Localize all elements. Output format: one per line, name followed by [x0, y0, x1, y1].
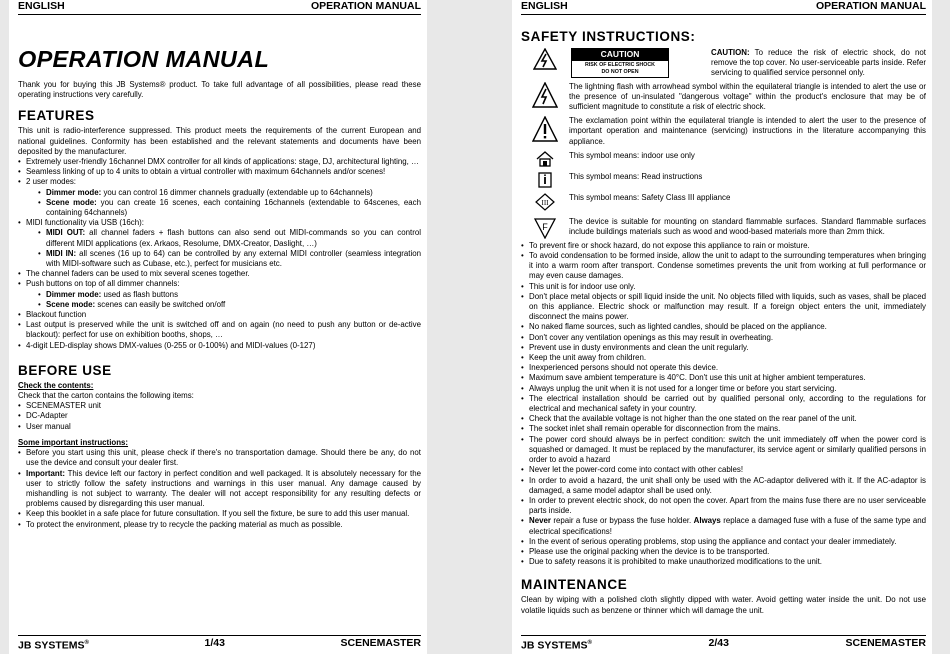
symbol-row — [521, 193, 926, 211]
registered-mark: ® — [587, 640, 592, 646]
header-title: OPERATION MANUAL — [310, 0, 421, 12]
read-instructions-icon — [521, 172, 569, 188]
class-iii-label: III — [541, 198, 549, 207]
term-desc: all scenes (16 up to 64) can be controlled by any external MIDI controller (seamless integration with MIDI-software such as Cubase, etc.), perfect for musicians etc. — [46, 248, 422, 269]
list-item: • Keep the unit away from children. — [529, 353, 926, 363]
list-item — [46, 228, 421, 248]
page-body — [18, 20, 421, 530]
list-item: • In order to avoid a hazard, the unit shall only be used with the AC-adaptor delivered with it. If the AC-adaptor is damaged, a same model adaptor shall be used only. — [529, 476, 926, 496]
caution-label — [571, 48, 669, 78]
list-item — [26, 177, 421, 218]
header-title: OPERATION MANUAL — [815, 0, 926, 12]
term-desc: This device left our factory in perfect condition and well packaged. It is absolutely necessary for the user to strictly follow the safety instructions and warnings in this user manual. Any damage caused by mishandling is not subject to warranty. The dealer will not accept responsibility for any resulting defects or problems caused by disregarding this user manual. — [26, 468, 421, 509]
lightning-triangle-icon — [521, 82, 569, 108]
list-item: • No naked flame sources, such as lighted candles, should be placed on the appliance. — [529, 322, 926, 332]
list-item: • Inexperienced persons should not operate this device. — [529, 363, 926, 373]
page-2 — [512, 0, 932, 654]
flammable-surface-icon — [521, 217, 569, 239]
manual-title: OPERATION MANUAL — [18, 46, 270, 72]
page-body — [521, 24, 926, 616]
term-desc: used as flash buttons — [101, 289, 179, 299]
symbol-row — [521, 217, 926, 239]
symbol-row — [521, 116, 926, 147]
list-item: • Check that the available voltage is not higher than the one stated on the rear panel of the unit. — [529, 414, 926, 424]
page-header — [18, 0, 421, 15]
list-item: • Never let the power-cord come into contact with other cables! — [529, 465, 926, 475]
caution-text — [711, 48, 926, 79]
registered-mark: ® — [84, 640, 89, 646]
term: Scene mode: — [46, 299, 96, 309]
footer-product: SCENEMASTER — [845, 637, 926, 649]
term: Always — [693, 516, 721, 526]
page-number: 2/43 — [708, 637, 729, 649]
list-item: • To protect the environment, please try to recycle the packing material as much as possible. — [26, 520, 421, 530]
list-item: • Seamless linking of up to 4 units to obtain a virtual controller with maximum 64channels and/or scenes! — [26, 167, 421, 177]
list-item-text: 2 user modes: — [26, 177, 76, 187]
list-item: • The channel faders can be used to mix several scenes together. — [26, 269, 421, 279]
list-item: • In order to prevent electric shock, do not open the cover. Apart from the mains fuse there are no user serviceable parts inside. — [529, 496, 926, 516]
term: MIDI IN: — [46, 248, 77, 258]
symbol-text: This symbol means: indoor use only — [569, 150, 695, 160]
caution-sub-line: DO NOT OPEN — [601, 69, 639, 76]
term-desc: repair a fuse or bypass the fuse holder. — [550, 516, 694, 526]
symbol-row — [521, 172, 926, 188]
maintenance-text: Clean by wiping with a polished cloth slightly dipped with water. Avoid getting water inside the unit. Do not use volatile liquids such as benzene or thinner which will damage the unit. — [521, 595, 926, 615]
list-item: • Extremely user-friendly 16channel DMX controller for all kinds of applications: stage, DJ, architectural lighting, … — [26, 157, 421, 167]
list-item: • The socket inlet shall remain operable for disconnection from the mains. — [529, 424, 926, 434]
list-item: • SCENEMASTER unit — [26, 401, 421, 411]
term: Dimmer mode: — [46, 187, 102, 197]
page-header — [521, 0, 926, 15]
symbol-row — [521, 151, 926, 167]
list-item: • DC-Adapter — [26, 411, 421, 421]
footer-brand — [18, 636, 89, 650]
list-item: • 4-digit LED-display shows DMX-values (0-255 or 0-100%) and MIDI-values (0-127) — [26, 341, 421, 351]
term-desc: replace a damaged fuse with a fuse of the same type and electrical specifications! — [529, 516, 926, 536]
page-number: 1/43 — [204, 637, 225, 649]
header-language: ENGLISH — [18, 0, 65, 12]
caution-sub-line: RISK OF ELECTRIC SHOCK — [584, 62, 656, 69]
term-desc: you can create 16 scenes, each containing 16channels (extendable to 64scenes, each containing 64channels) — [46, 197, 421, 218]
instructions-list — [18, 448, 421, 530]
f-label: F — [542, 221, 548, 232]
check-intro: Check that the carton contains the following items: — [18, 391, 194, 401]
term: Never — [529, 516, 551, 526]
sub-list — [26, 188, 421, 219]
term: Important: — [26, 468, 66, 478]
caution-row — [521, 48, 926, 79]
caution-subtext — [571, 60, 669, 78]
before-use-heading: BEFORE USE — [18, 362, 112, 378]
symbol-row — [521, 82, 926, 113]
page-footer — [18, 635, 421, 650]
list-item — [46, 290, 421, 300]
list-item — [26, 279, 421, 310]
list-item — [46, 198, 421, 218]
features-intro: This unit is radio-interference suppressed. This product meets the requirements of the current European and national guidelines. Conformity has been established and the relevant statements and documents have been deposited by the manufacturer. — [18, 126, 421, 156]
list-item-text: Push buttons on top of all dimmer channels: — [26, 279, 180, 289]
list-item: • In the event of serious operating problems, stop using the appliance and contact your dealer immediately. — [529, 537, 926, 547]
term-desc: you can control 16 dimmer channels gradually (extendable up to 64channels) — [101, 187, 373, 197]
brand-name: JB SYSTEMS — [18, 639, 85, 652]
list-item: • Don't place metal objects or spill liquid inside the unit. No objects filled with liquids, such as vases, shall be placed on this appliance. Electric shock or malfunction may result. If a foreign object enters the unit, immediately disconnect the mains power. — [529, 292, 926, 323]
symbol-text: The device is suitable for mounting on standard flammable surfaces. Standard flammable surfaces include buildings materials such as wood and wood-based materials more than 2mm thick. — [569, 216, 926, 237]
brand-name: JB SYSTEMS — [521, 639, 588, 652]
important-instructions-heading: Some important instructions: — [18, 437, 129, 447]
caution-title: CAUTION — [571, 48, 669, 60]
list-item: • This unit is for indoor use only. — [529, 282, 926, 292]
symbol-text: The lightning flash with arrowhead symbol within the equilateral triangle is intended to alert the use or the presence of un-insulated "dangerous voltage" within the product's enclosure that may be of sufficient magnitude to constitute a risk of electric shock. — [569, 81, 926, 112]
sub-list — [26, 228, 421, 269]
list-item-text: MIDI functionality via USB (16ch): — [26, 218, 144, 228]
term-desc: To reduce the risk of electric shock, do not remove the top cover. No user-serviceable parts inside. Refer servicing to qualified service personnel only. — [711, 48, 926, 78]
list-item: • Maximum save ambient temperature is 40°C. Don't use this unit at higher ambient temperatures. — [529, 373, 926, 383]
term: CAUTION: — [711, 48, 750, 57]
safety-heading: SAFETY INSTRUCTIONS: — [521, 29, 696, 44]
term: MIDI OUT: — [46, 228, 86, 238]
term: Dimmer mode: — [46, 289, 102, 299]
list-item — [46, 188, 421, 198]
list-item: • Please use the original packing when the device is to be transported. — [529, 547, 926, 557]
term-desc: all channel faders + flash buttons can also send out MIDI-commands so you can control different MIDI applications (ex. Arkaos, Resolume, DMX-Creator, Daslight, …) — [46, 228, 421, 248]
class-iii-icon — [521, 193, 569, 211]
symbol-text: This symbol means: Read instructions — [569, 171, 703, 181]
list-item: • Keep this booklet in a safe place for future consultation. If you sell the fixture, be sure to add this user manual. — [26, 509, 421, 519]
sub-list — [26, 290, 421, 310]
list-item: • The electrical installation should be carried out by qualified personal only, according to the regulations for electrical and mechanical safety in your country. — [529, 394, 926, 414]
footer-brand — [521, 636, 592, 650]
list-item: • User manual — [26, 422, 421, 432]
list-item: • Before you start using this unit, please check if there's no transportation damage. Should there be any, do not use the device and consult your dealer first. — [26, 448, 421, 468]
list-item: • Blackout function — [26, 310, 421, 320]
maintenance-heading: MAINTENANCE — [521, 577, 628, 593]
footer-product: SCENEMASTER — [340, 637, 421, 649]
list-item: • Prevent use in dusty environments and clean the unit regularly. — [529, 343, 926, 353]
header-language: ENGLISH — [521, 0, 568, 12]
intro-text: Thank you for buying this JB Systems® product. To take full advantage of all possibilities, please read these operating instructions very carefully. — [18, 80, 421, 100]
list-item: • To avoid condensation to be formed inside, allow the unit to adapt to the surrounding temperatures when bringing it into a warm room after transport. Condense sometimes prevents the unit from working at full performance or may even cause damages. — [529, 251, 926, 282]
features-heading: FEATURES — [18, 108, 95, 124]
list-item: • Due to safety reasons it is prohibited to make unauthorized modifications to the unit. — [529, 557, 926, 567]
list-item — [26, 218, 421, 269]
lightning-triangle-icon — [521, 48, 569, 70]
list-item — [26, 469, 421, 510]
list-item: • Last output is preserved while the unit is switched off and on again (no need to push any button or de-active blackout): perfect for use on exhibition booths, shops, … — [26, 320, 421, 340]
term: Scene mode: — [46, 197, 97, 207]
symbol-text: This symbol means: Safety Class III appliance — [569, 192, 731, 202]
list-item: • The power cord should always be in perfect condition: switch the unit immediately off when the power cord is squashed or damaged. It must be replaced by the manufacturer, its service agent or similarly qualified persons in order to avoid a hazard — [529, 435, 926, 466]
features-list — [18, 157, 421, 351]
symbol-text: The exclamation point within the equilateral triangle is intended to alert the user to the presence of important operation and maintenance (servicing) instructions in the literature accompanying this appliance. — [569, 116, 926, 146]
list-item — [46, 249, 421, 269]
indoor-use-icon — [521, 151, 569, 167]
exclamation-triangle-icon — [521, 116, 569, 142]
page-1 — [9, 0, 427, 654]
term-desc: scenes can easily be switched on/off — [95, 299, 226, 309]
list-item: • Don't cover any ventilation openings as this may result in overheating. — [529, 333, 926, 343]
list-item: • Always unplug the unit when it is not used for a longer time or before you start servicing. — [529, 384, 926, 394]
contents-list — [18, 401, 421, 432]
list-item — [46, 300, 421, 310]
check-contents-heading: Check the contents: — [18, 380, 94, 390]
safety-list — [521, 241, 926, 568]
list-item: • To prevent fire or shock hazard, do not expose this appliance to rain or moisture. — [529, 241, 926, 251]
list-item — [529, 516, 926, 536]
page-footer — [521, 635, 926, 650]
